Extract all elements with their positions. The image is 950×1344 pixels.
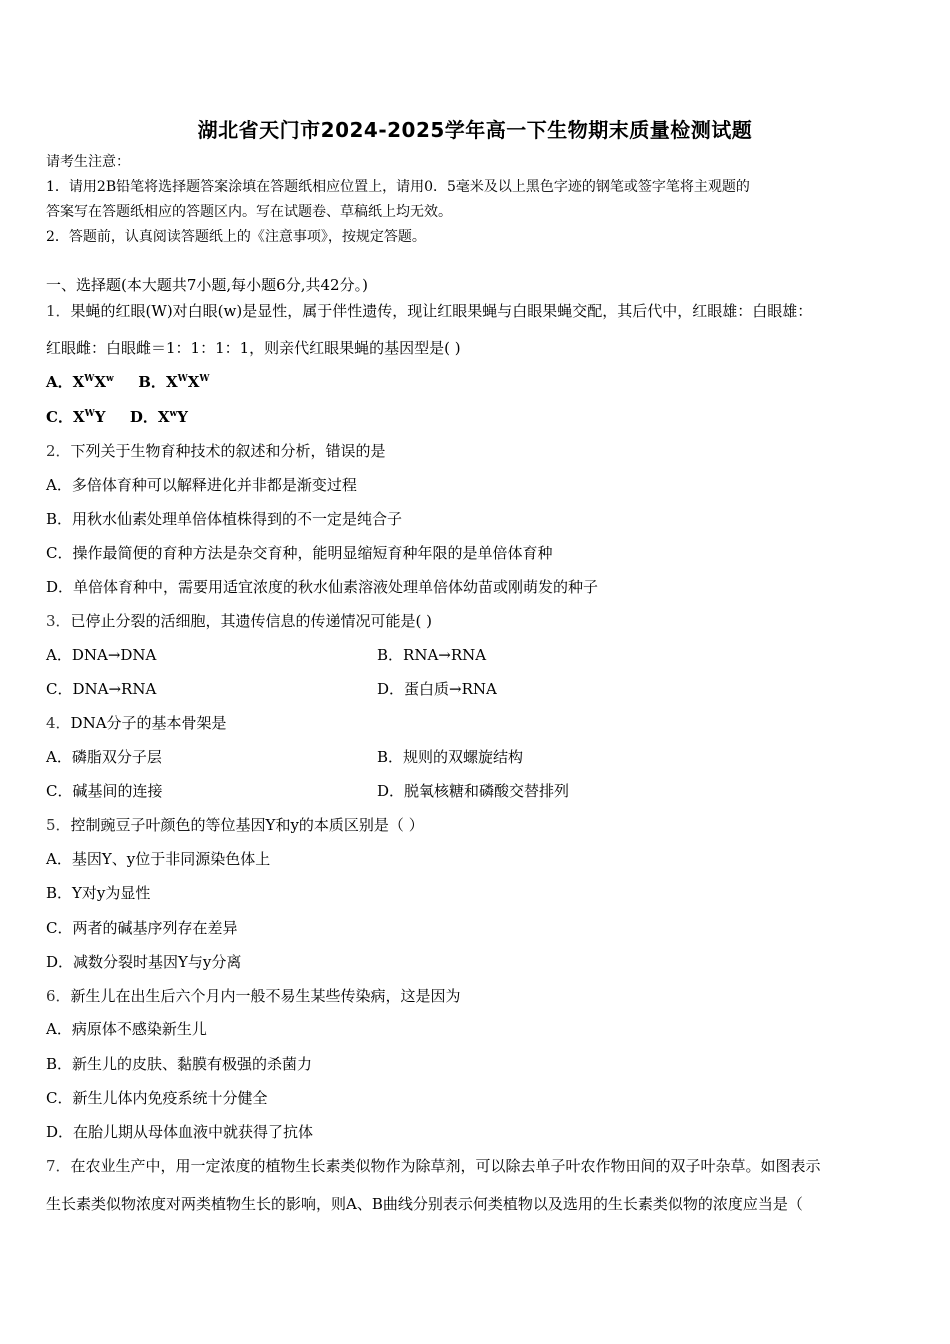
option-d[interactable]: D．脱氧核糖和磷酸交替排列	[377, 782, 570, 800]
notice-heading: 请考生注意：	[46, 154, 130, 170]
question-1-options-ab	[46, 372, 209, 392]
option-c[interactable]: C．DNA→RNA	[46, 680, 157, 698]
question-2-stem: 2．下列关于生物育种技术的叙述和分析，错误的是	[46, 442, 386, 460]
option-b[interactable]: B．RNA→RNA	[377, 646, 487, 664]
notice-item-1-line-1: 1．请用2B铅笔将选择题答案涂填在答题纸相应位置上，请用0．5毫米及以上黑色字迹的钢笔或签字笔将主观题的	[46, 179, 750, 195]
option-b[interactable]: B．$X^WX^W$	[138, 373, 210, 391]
option-b[interactable]: B．新生儿的皮肤、黏膜有极强的杀菌力	[46, 1055, 313, 1073]
question-1-line-2: 红眼雌：白眼雌＝1：1：1：1，则亲代红眼果蝇的基因型是( )	[46, 339, 461, 357]
option-b[interactable]: B．规则的双螺旋结构	[377, 748, 524, 766]
question-number: 2．	[46, 442, 71, 460]
notice-item-2: 2．答题前，认真阅读答题纸上的《注意事项》，按规定答题。	[46, 229, 426, 245]
option-d[interactable]: D．$X^wY$	[129, 408, 189, 426]
question-1-options-cd	[46, 407, 188, 427]
question-7-line-1: 7．在农业生产中，用一定浓度的植物生长素类似物作为除草剂，可以除去单子叶农作物田间的双子叶杂草。如图表示	[46, 1157, 821, 1175]
option-b[interactable]: B．Y对y为显性	[46, 884, 151, 902]
option-d[interactable]: D．在胎儿期从母体血液中就获得了抗体	[46, 1123, 314, 1141]
question-number: 1．	[46, 302, 71, 320]
question-3-stem: 3．已停止分裂的活细胞，其遗传信息的传递情况可能是( )	[46, 612, 433, 630]
question-4-stem: 4．DNA分子的基本骨架是	[46, 714, 227, 732]
option-a[interactable]: A．DNA→DNA	[46, 646, 157, 664]
option-a[interactable]: A．多倍体育种可以解释进化并非都是渐变过程	[46, 476, 357, 494]
section-heading: 一、选择题(本大题共7小题,每小题6分,共42分。)	[46, 276, 368, 294]
option-d[interactable]: D．减数分裂时基因Y与y分离	[46, 953, 242, 971]
option-c[interactable]: C．新生儿体内免疫系统十分健全	[46, 1089, 268, 1107]
question-number: 7．	[46, 1157, 71, 1175]
option-b[interactable]: B．用秋水仙素处理单倍体植株得到的不一定是纯合子	[46, 510, 403, 528]
option-a[interactable]: A．磷脂双分子层	[46, 748, 162, 766]
option-c[interactable]: C．碱基间的连接	[46, 782, 163, 800]
question-number: 3．	[46, 612, 71, 630]
question-5-stem: 5．控制豌豆子叶颜色的等位基因Y和y的本质区别是（ ）	[46, 816, 424, 834]
option-a[interactable]: A．基因Y、y位于非同源染色体上	[46, 850, 271, 868]
page-title: 湖北省天门市2024-2025学年高一下生物期末质量检测试题	[197, 118, 753, 142]
question-number: 4．	[46, 714, 71, 732]
option-c[interactable]: C．两者的碱基序列存在差异	[46, 919, 238, 937]
question-number: 5．	[46, 816, 71, 834]
question-1-stem-line-1: 果蝇的红眼(W)对白眼(w)是显性，属于伴性遗传，现让红眼果蝇与白眼果蝇交配，其后代中，红眼雄：白眼雄：	[70, 302, 813, 320]
question-6-stem: 6．新生儿在出生后六个月内一般不易生某些传染病，这是因为	[46, 987, 461, 1005]
option-d[interactable]: D．单倍体育种中，需要用适宜浓度的秋水仙素溶液处理单倍体幼苗或刚萌发的种子	[46, 578, 599, 596]
option-d[interactable]: D．蛋白质→RNA	[377, 680, 497, 698]
question-7-line-2: 生长素类似物浓度对两类植物生长的影响，则A、B曲线分别表示何类植物以及选用的生长素类似物的浓度应当是（	[46, 1195, 803, 1213]
question-number: 6．	[46, 987, 71, 1005]
notice-item-1-line-2: 答案写在答题纸相应的答题区内。写在试题卷、草稿纸上均无效。	[46, 204, 452, 220]
option-a[interactable]: A．$X^WX^w$	[46, 373, 114, 391]
question-1-line-1	[46, 301, 812, 321]
option-c[interactable]: C．操作最简便的育种方法是杂交育种，能明显缩短育种年限的是单倍体育种	[46, 544, 553, 562]
option-a[interactable]: A．病原体不感染新生儿	[46, 1020, 207, 1038]
option-c[interactable]: C．$X^WY$	[46, 408, 106, 426]
